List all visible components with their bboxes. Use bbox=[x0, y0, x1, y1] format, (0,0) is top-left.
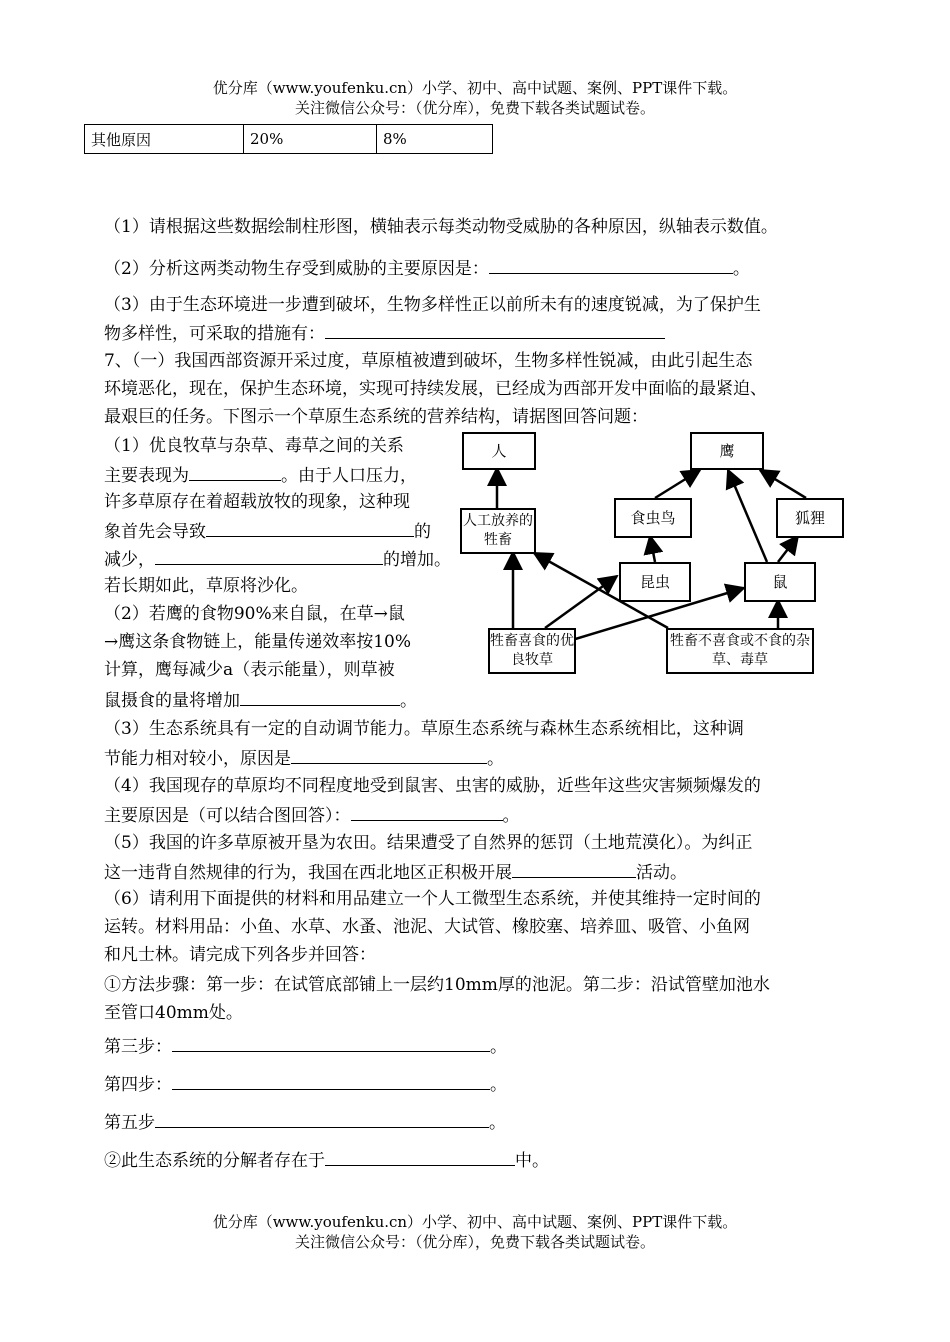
q7-intro-1: 7、（一）我国西部资源开采过度，草原植被遭到破坏，生物多样性锐减，由此引起生态 bbox=[104, 351, 753, 371]
q7-1-line3: 许多草原存在着超载放牧的现象，这种现 bbox=[104, 492, 410, 512]
text: 。 bbox=[489, 1113, 506, 1133]
page-header-line2: 关注微信公众号：（优分库），免费下载各类试题试卷。 bbox=[294, 99, 655, 117]
table-cell: 其他原因 bbox=[85, 125, 244, 154]
text: 活动。 bbox=[636, 863, 687, 883]
text: 第五步 bbox=[104, 1113, 155, 1133]
question-1: （1）请根据这些数据绘制柱形图，横轴表示每类动物受威胁的各种原因，纵轴表示数值。 bbox=[104, 217, 778, 237]
text: 减少， bbox=[104, 550, 155, 570]
table-cell: 20% bbox=[244, 125, 377, 154]
question-2-text: （2）分析这两类动物生存受到威胁的主要原因是： bbox=[104, 259, 489, 279]
arrow-mouse-fox bbox=[778, 536, 798, 562]
q7-3-line1: （3）生态系统具有一定的自动调节能力。草原生态系统与森林生态系统相比，这种调 bbox=[104, 719, 744, 739]
q7-1-line1: （1）优良牧草与杂草、毒草之间的关系 bbox=[104, 436, 404, 456]
text: 第三步： bbox=[104, 1037, 172, 1057]
text: 。由于人口压力， bbox=[281, 466, 417, 486]
q7-6-line3: 和凡士林。请完成下列各步并回答： bbox=[104, 945, 376, 965]
question-3-text: 物多样性，可采取的措施有： bbox=[104, 324, 325, 344]
q7-4-line1: （4）我国现存的草原均不同程度地受到鼠害、虫害的威胁，近些年这些灾害频频爆发的 bbox=[104, 776, 761, 796]
q7-1-line6: 若长期如此，草原将沙化。 bbox=[104, 576, 308, 596]
node-fox: 狐狸 bbox=[776, 498, 844, 538]
page-footer-line2: 关注微信公众号：（优分库），免费下载各类试题试卷。 bbox=[294, 1233, 655, 1251]
text: 主要原因是（可以结合图回答）： bbox=[104, 806, 351, 826]
text: 。 bbox=[502, 806, 520, 826]
period: 。 bbox=[732, 259, 750, 279]
node-livestock: 人工放养的牲畜 bbox=[460, 508, 536, 554]
node-mouse: 鼠 bbox=[744, 562, 816, 602]
text: 。 bbox=[490, 1037, 507, 1057]
text: 象首先会导致 bbox=[104, 522, 206, 542]
text: 中。 bbox=[515, 1151, 549, 1171]
text: ②此生态系统的分解者存在于 bbox=[104, 1151, 325, 1171]
q7-6-line2: 运转。材料用品：小鱼、水草、水蚤、池泥、大试管、橡胶塞、培养皿、吸管、小鱼网 bbox=[104, 917, 750, 937]
arrow-mouse-eagle bbox=[728, 470, 767, 562]
text: 的增加。 bbox=[383, 550, 451, 570]
node-eagle: 鹰 bbox=[690, 432, 764, 470]
q7-6-line5: 至管口40mm处。 bbox=[104, 1003, 243, 1023]
arrow-fox-eagle bbox=[760, 470, 806, 498]
arrow-grass-insect bbox=[545, 576, 617, 628]
node-human: 人 bbox=[462, 432, 536, 470]
q7-6-line1: （6）请利用下面提供的材料和用品建立一个人工微型生态系统，并使其维持一定时间的 bbox=[104, 889, 761, 909]
text: 主要表现为 bbox=[104, 466, 189, 486]
q7-2-line3: 计算，鹰每减少a（表示能量），则草被 bbox=[104, 660, 395, 680]
question-3-line1: （3）由于生态环境进一步遭到破坏，生物多样性正以前所未有的速度锐减，为了保护生 bbox=[104, 295, 761, 315]
text: 。 bbox=[400, 691, 417, 711]
q7-intro-2: 环境恶化，现在，保护生态环境，实现可持续发展，已经成为西部开发中面临的最紧迫、 bbox=[104, 379, 767, 399]
node-weeds: 牲畜不喜食或不食的杂草、毒草 bbox=[666, 628, 814, 674]
node-good-grass: 牲畜喜食的优良牧草 bbox=[488, 628, 576, 674]
text: 这一违背自然规律的行为，我国在西北地区正积极开展 bbox=[104, 863, 512, 883]
q7-5-line1: （5）我国的许多草原被开垦为农田。结果遭受了自然界的惩罚（土地荒漠化）。为纠正 bbox=[104, 833, 753, 853]
arrow-insect-bird bbox=[650, 536, 655, 562]
page-footer-line1: 优分库（www.youfenku.cn）小学、初中、高中试题、案例、PPT课件下载。 bbox=[212, 1213, 738, 1231]
text: 第四步： bbox=[104, 1075, 172, 1095]
arrow-bird-eagle bbox=[655, 470, 700, 498]
text: 鼠摄食的量将增加 bbox=[104, 691, 240, 711]
text: 。 bbox=[487, 749, 504, 769]
text: 节能力相对较小，原因是 bbox=[104, 749, 291, 769]
table-cell: 8% bbox=[377, 125, 493, 154]
text: 。 bbox=[490, 1075, 507, 1095]
q7-2-line2: →鹰这条食物链上，能量传递效率按10% bbox=[104, 632, 412, 652]
q7-2-line1: （2）若鹰的食物90%来自鼠，在草→鼠 bbox=[104, 604, 405, 624]
node-insect-bird: 食虫鸟 bbox=[614, 498, 692, 538]
q7-intro-3: 最艰巨的任务。下图示一个草原生态系统的营养结构，请据图回答问题： bbox=[104, 407, 648, 427]
q7-6-line4: ①方法步骤：第一步：在试管底部铺上一层约10mm厚的池泥。第二步：沿试管壁加池水 bbox=[104, 975, 770, 995]
node-insect: 昆虫 bbox=[619, 562, 691, 602]
text: 的 bbox=[414, 522, 431, 542]
page-header-line1: 优分库（www.youfenku.cn）小学、初中、高中试题、案例、PPT课件下载。 bbox=[212, 79, 738, 97]
